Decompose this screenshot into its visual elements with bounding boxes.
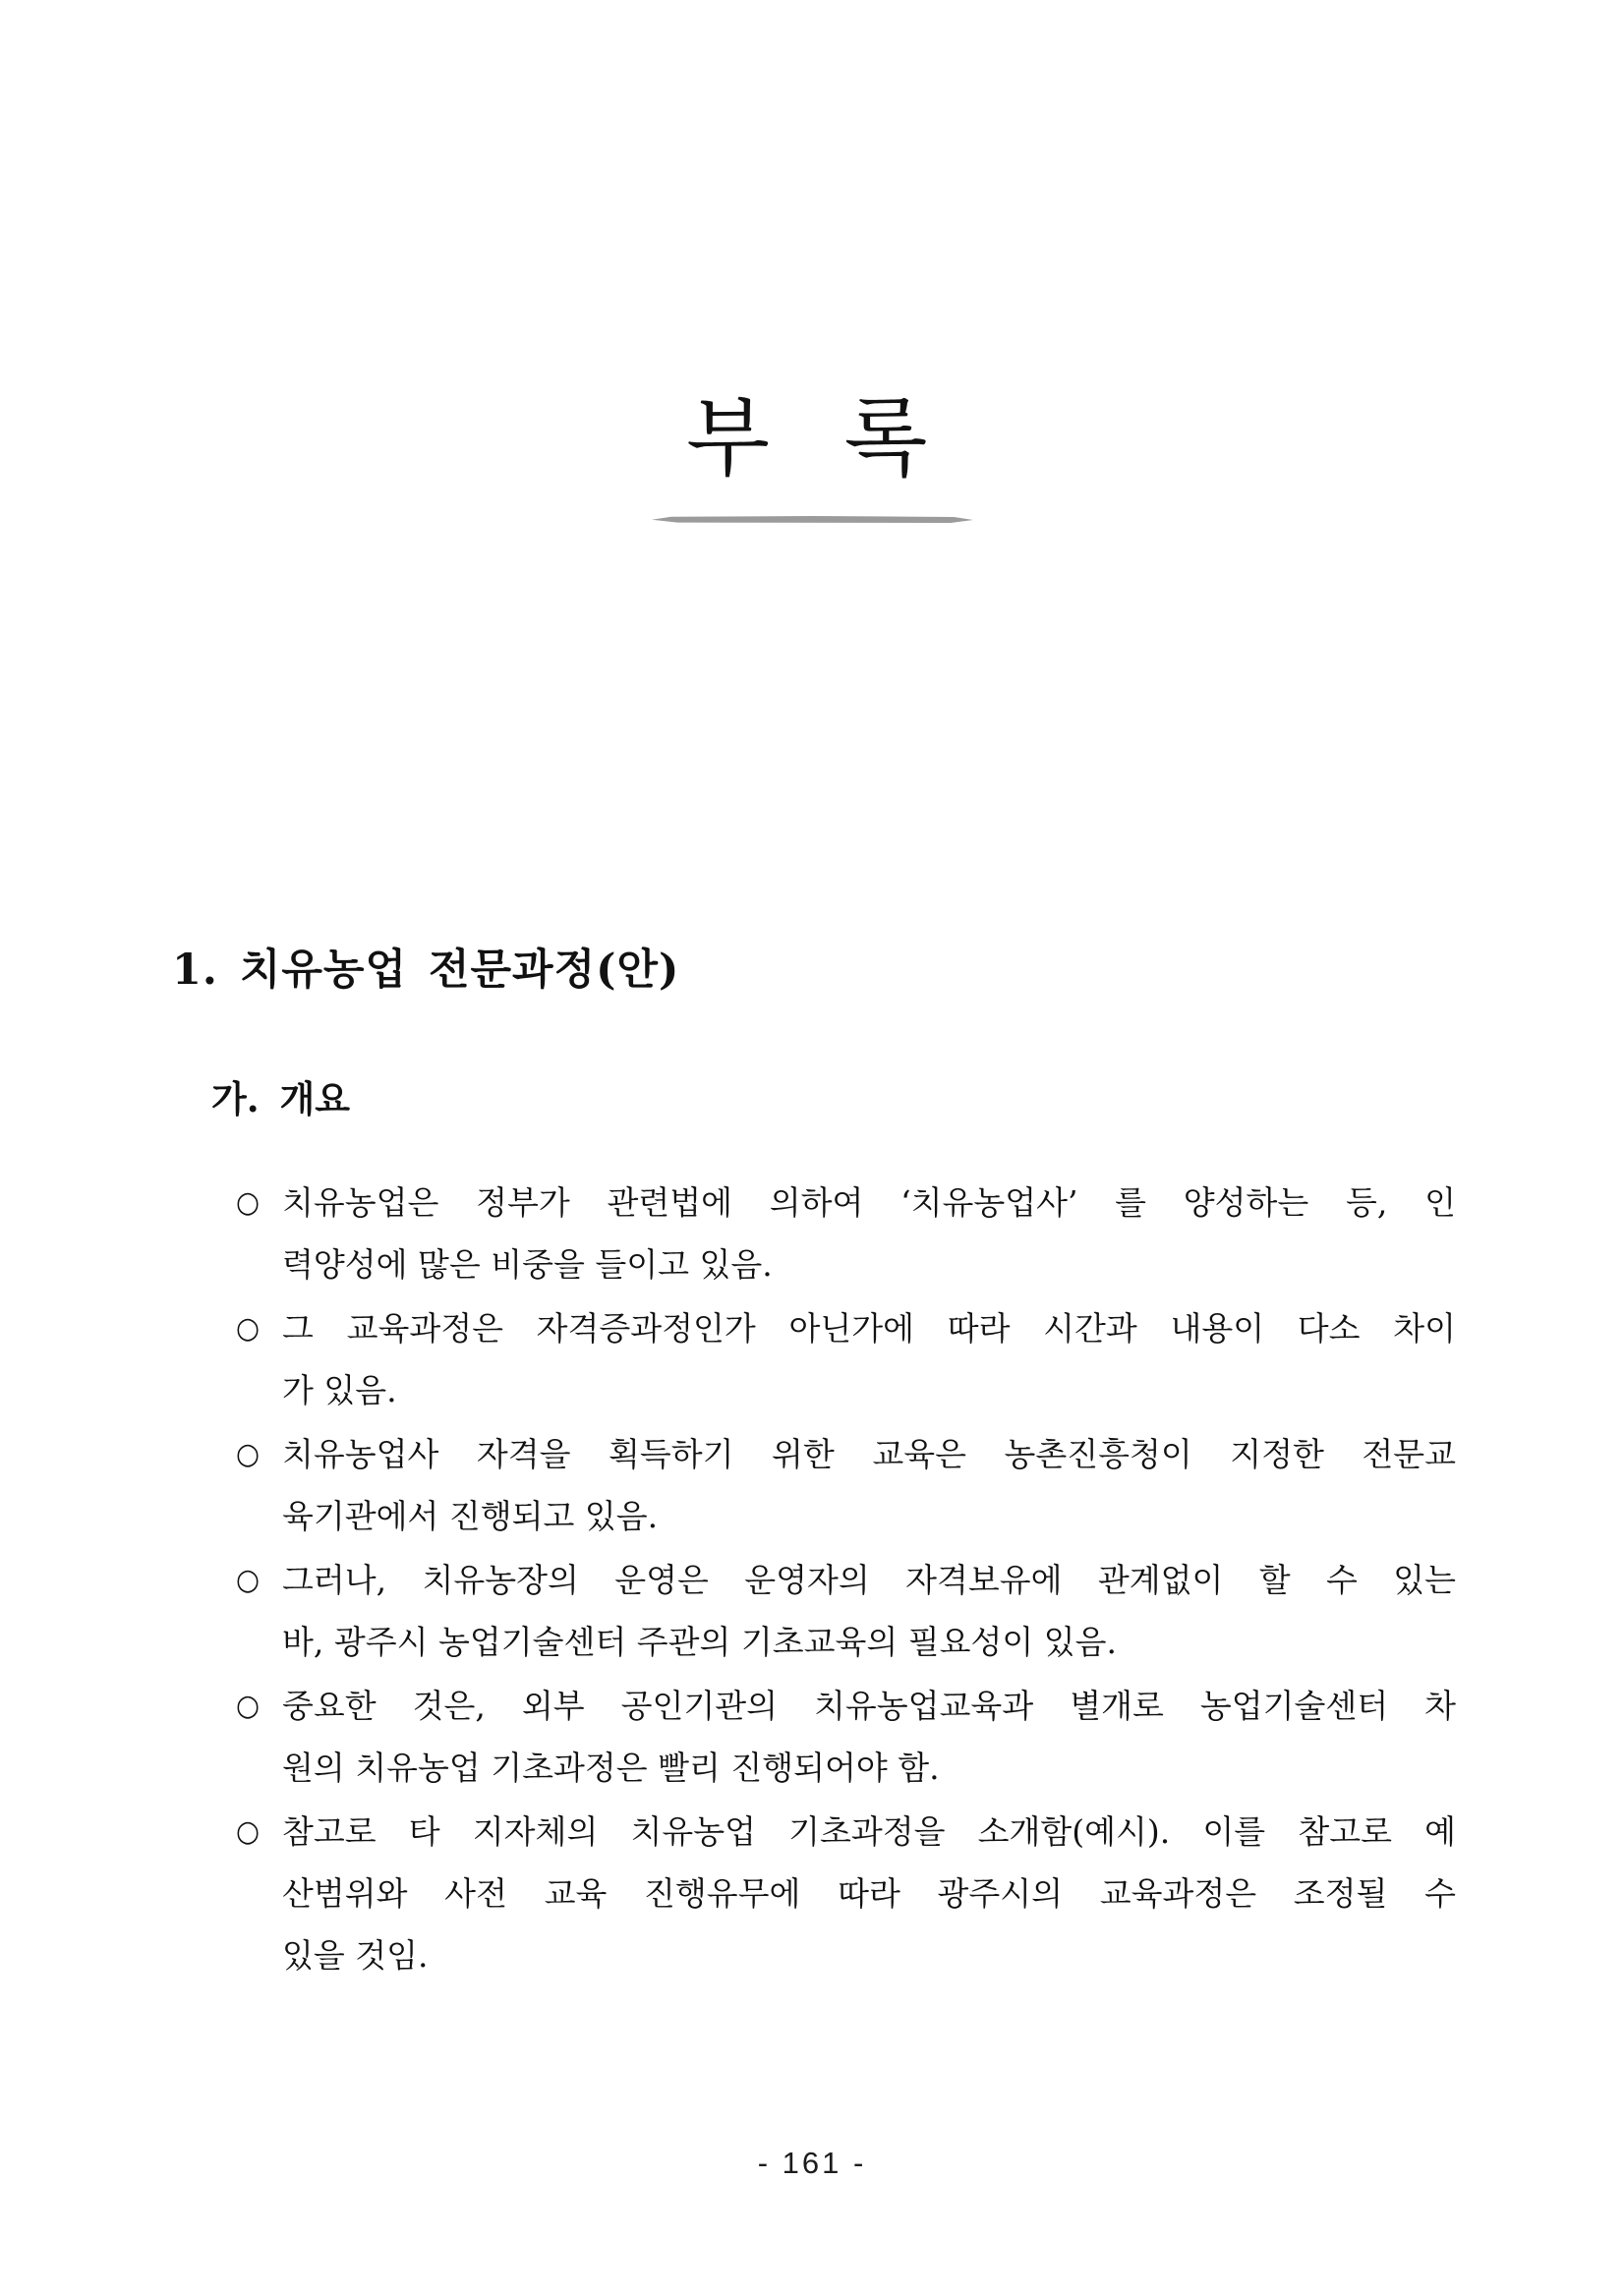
bullet-marker: ○ [236,1689,261,1723]
page-number: - 161 - [757,2146,867,2180]
bullet-line: 치유농업은 정부가 관련법에 의하여 ‘치유농업사’ 를 양성하는 등, 인 [282,1183,1456,1222]
bullet-marker: ○ [236,1437,261,1471]
bullet-marker: ○ [236,1311,261,1346]
bullet-line: 바, 광주시 농업기술센터 주관의 기초교육의 필요성이 있음. [282,1623,1117,1661]
overview-bullet-list [236,1172,1456,1988]
title-underline [652,515,973,523]
bullet-marker: ○ [236,1814,261,1849]
list-item [236,1801,1456,1986]
section-heading: 1. 치유농업 전문과정(안) [172,946,680,995]
list-item [236,1675,1456,1799]
list-item [236,1423,1456,1547]
bullet-line: 원의 치유농업 기초과정은 빨리 진행되어야 함. [282,1749,940,1787]
bullet-line: 참고로 타 지자체의 치유농업 기초과정을 소개함(예시). 이를 참고로 예 [282,1812,1456,1851]
bullet-marker: ○ [236,1563,261,1597]
list-item [236,1297,1456,1421]
list-item [236,1549,1456,1673]
appendix-title: 부 록 [685,387,939,488]
bullet-line: 력양성에 많은 비중을 들이고 있음. [282,1245,773,1284]
bullet-line: 그러나, 치유농장의 운영은 운영자의 자격보유에 관계없이 할 수 있는 [282,1561,1456,1599]
bullet-line: 있을 것임. [282,1936,429,1975]
bullet-line: 치유농업사 자격을 획득하기 위한 교육은 농촌진흥청이 지정한 전문교 [282,1435,1456,1473]
bullet-line: 산범위와 사전 교육 진행유무에 따라 광주시의 교육과정은 조정될 수 [282,1874,1456,1913]
list-item [236,1172,1456,1295]
bullet-line: 중요한 것은, 외부 공인기관의 치유농업교육과 별개로 농업기술센터 차 [282,1687,1456,1725]
bullet-marker: ○ [236,1185,261,1220]
bullet-line: 가 있음. [282,1371,397,1409]
bullet-line: 육기관에서 진행되고 있음. [282,1497,659,1535]
subsection-heading: 가. 개요 [211,1077,350,1120]
bullet-line: 그 교육과정은 자격증과정인가 아닌가에 따라 시간과 내용이 다소 차이 [282,1309,1456,1348]
